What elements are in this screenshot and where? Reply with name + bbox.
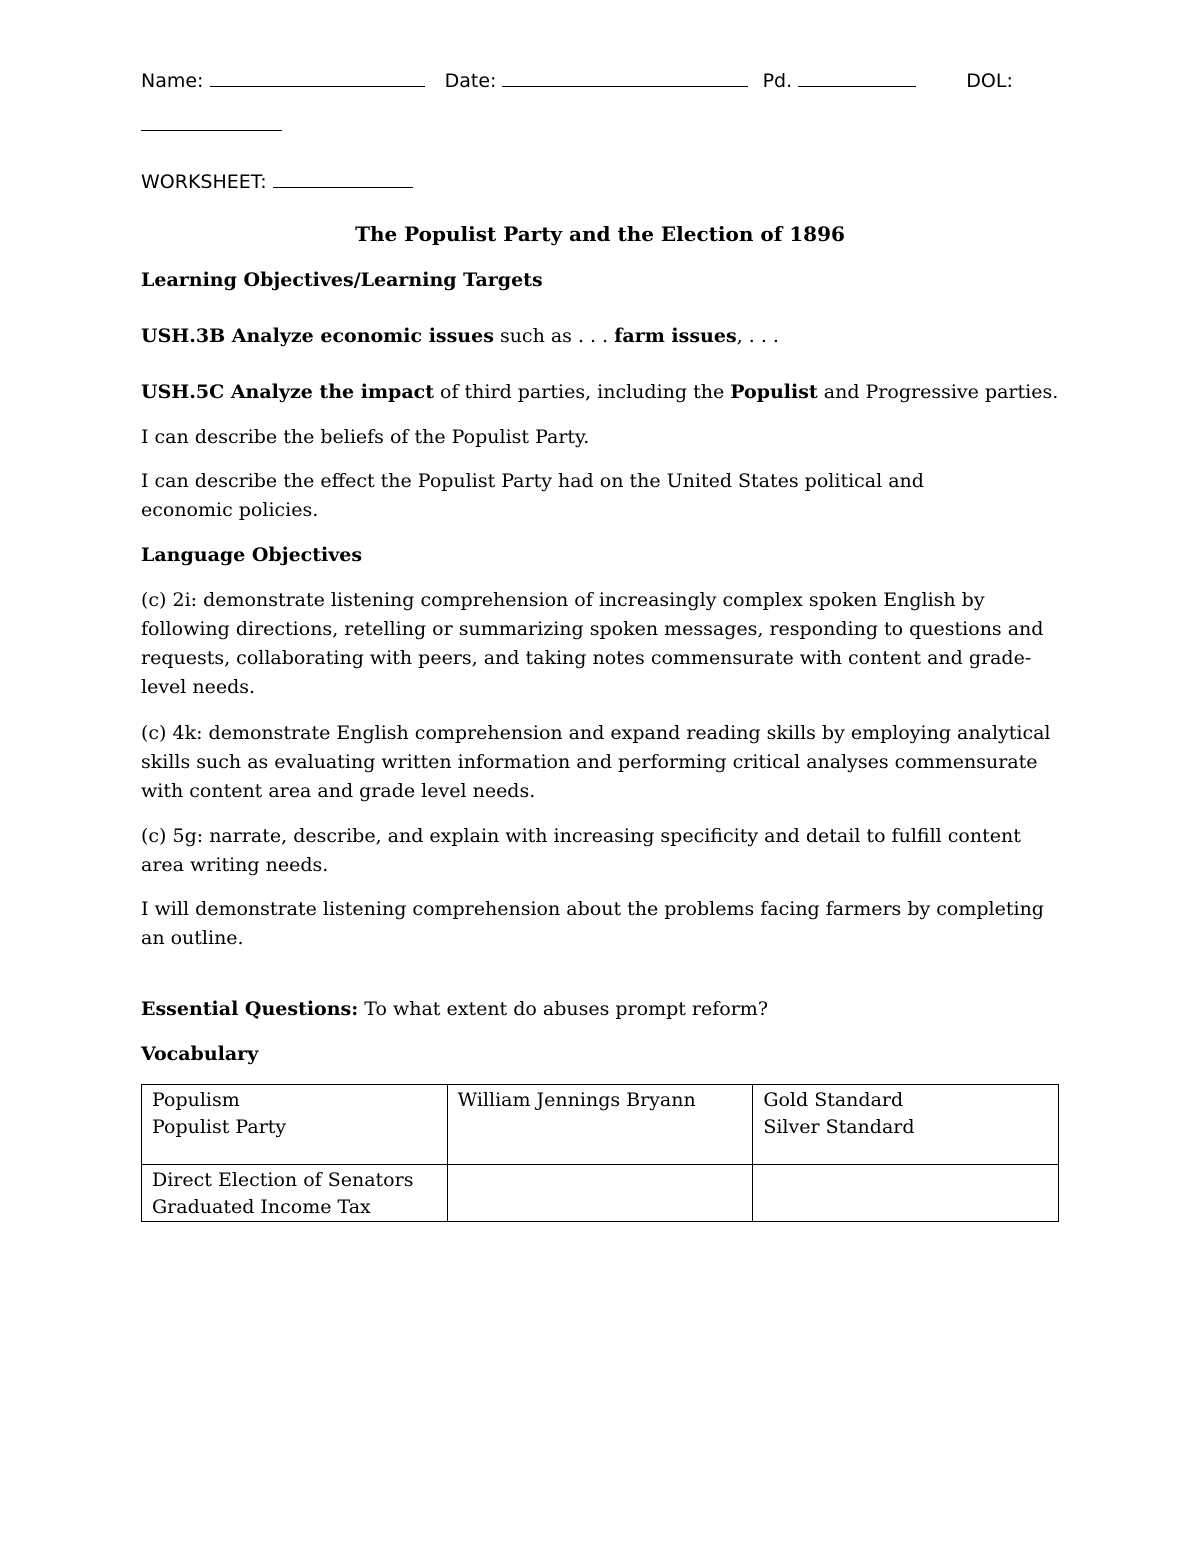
essential-label: Essential Questions: (141, 998, 359, 1020)
ush5c-code: USH.5C Analyze the impact (141, 381, 434, 403)
language-objective-4k: (c) 4k: demonstrate English comprehension and expand reading skills by employing analytical skills such as evaluating written information and performing critical analyses commensurate with content area and grade level needs. (141, 722, 1051, 802)
vocab-term: Populism (152, 1089, 240, 1111)
vocab-cell (142, 1085, 448, 1165)
learning-objectives-heading: Learning Objectives/Learning Targets (141, 269, 543, 291)
name-label: Name: (141, 70, 204, 92)
vocab-term: Silver Standard (763, 1116, 915, 1138)
ush5c-text1: of third parties, including the (434, 381, 731, 403)
worksheet-row (141, 171, 413, 193)
name-blank[interactable] (210, 85, 425, 87)
vocab-term: Graduated Income Tax (152, 1196, 371, 1218)
table-row (142, 1165, 1059, 1222)
vocab-cell (142, 1165, 448, 1222)
header-row (141, 70, 1013, 92)
language-objective-5g: (c) 5g: narrate, describe, and explain with increasing specificity and detail to fulfill content area writing needs. (141, 825, 1021, 876)
vocab-term: Gold Standard (763, 1089, 904, 1111)
page-title: The Populist Party and the Election of 1896 (355, 222, 845, 246)
vocab-term: William Jennings Bryann (457, 1089, 696, 1111)
vocab-term: Direct Election of Senators (152, 1169, 414, 1191)
table-row (142, 1085, 1059, 1165)
objective-ush5c (141, 378, 1059, 407)
vocab-cell (753, 1085, 1059, 1165)
vocabulary-heading: Vocabulary (141, 1043, 259, 1065)
ush5c-text2: and Progressive parties. (817, 381, 1059, 403)
ush3b-text2: , . . . (736, 325, 779, 347)
ush3b-code: USH.3B Analyze economic issues (141, 325, 494, 347)
learning-target-1: I can describe the beliefs of the Populist Party. (141, 426, 590, 448)
language-objective-listening: I will demonstrate listening comprehension about the problems facing farmers by completing an outline. (141, 898, 1044, 949)
ush3b-text1: such as . . . (493, 325, 615, 347)
worksheet-label: WORKSHEET: (141, 171, 267, 193)
pd-label: Pd. (762, 70, 793, 92)
dol-blank[interactable] (141, 129, 282, 131)
essential-question (141, 995, 1059, 1024)
vocab-cell (447, 1165, 753, 1222)
vocabulary-table (141, 1084, 1059, 1222)
essential-text: To what extent do abuses prompt reform? (358, 998, 769, 1020)
learning-target-2: I can describe the effect the Populist Party had on the United States political and economic policies. (141, 470, 924, 521)
dol-label: DOL: (966, 70, 1013, 92)
objective-ush3b (141, 322, 1059, 351)
ush3b-bold2: farm issues (614, 325, 737, 347)
date-blank[interactable] (502, 85, 748, 87)
language-objectives-heading: Language Objectives (141, 544, 363, 566)
ush5c-bold2: Populist (730, 381, 818, 403)
vocab-term: Populist Party (152, 1116, 287, 1138)
date-label: Date: (444, 70, 497, 92)
vocab-cell (753, 1165, 1059, 1222)
language-objective-2i: (c) 2i: demonstrate listening comprehension of increasingly complex spoken English by following directions, retelling or summarizing spoken messages, responding to questions and requests, collaborating with peers, and taking notes commensurate with content and grade-level needs. (141, 589, 1044, 698)
pd-blank[interactable] (798, 85, 916, 87)
worksheet-blank[interactable] (273, 186, 413, 188)
vocab-cell (447, 1085, 753, 1165)
dol-blank-row (141, 118, 282, 136)
